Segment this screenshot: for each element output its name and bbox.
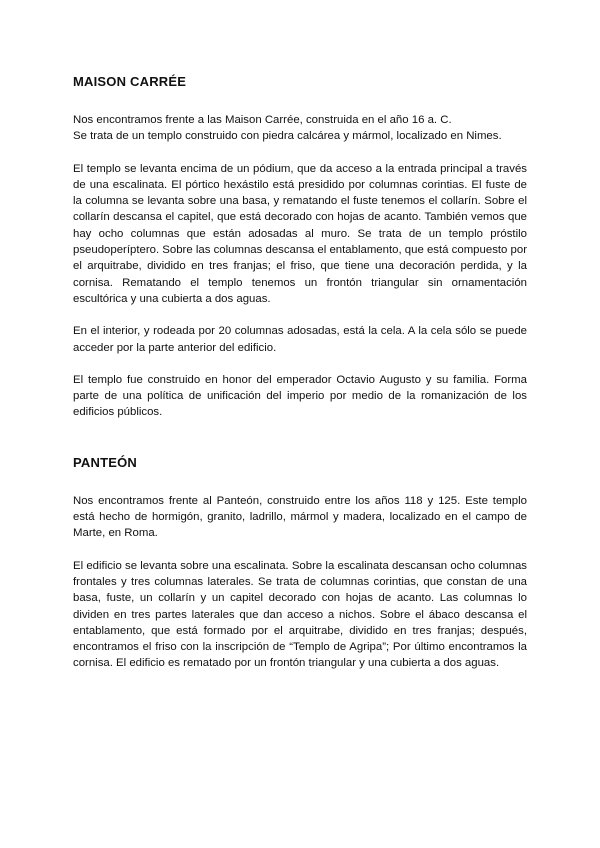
paragraph-context-maison-carree: El templo fue construido en honor del emperador Octavio Augusto y su familia. Forma parte de una política de unificación del imperio por medio de la romanización de los edificios públicos.	[73, 373, 527, 419]
paragraph-interior-maison-carree: En el interior, y rodeada por 20 columnas adosadas, está la cela. A la cela sólo se puede acceder por la parte anterior del edificio.	[73, 325, 527, 354]
paragraph-intro-maison-carree	[73, 112, 527, 145]
paragraph-line: Se trata de un templo construido con piedra calcárea y mármol, localizado en Nimes.	[73, 130, 502, 143]
paragraph-intro-panteon: Nos encontramos frente al Panteón, construido entre los años 118 y 125. Este templo está hecho de hormigón, granito, ladrillo, mármol y madera, localizado en el campo de Marte, en Roma.	[73, 494, 527, 540]
paragraph-description-panteon: El edificio se levanta sobre una escalinata. Sobre la escalinata descansan ocho columnas frontales y tres columnas laterales. Se trata de columnas corintias, que constan de una basa, fuste, un collarín y un capitel decorado con hojas de acanto. Las columnas lo dividen en tres partes laterales que dan acceso a nichos. Sobre el ábaco descansa el entablamento, que está formado por el arquitrabe, dividido en tres franjas; después, encontramos el friso con la inscripción de “Templo de Agripa”; Por último encontramos la cornisa. El edificio es rematado por un frontón triangular y una cubierta a dos aguas.	[73, 559, 527, 670]
paragraph-line: Nos encontramos frente a las Maison Carrée, construida en el año 16 a. C.	[73, 114, 452, 126]
section-title-panteon: PANTEÓN	[73, 454, 137, 470]
paragraph-description-maison-carree: El templo se levanta encima de un pódium, que da acceso a la entrada principal a través de una escalinata. El pórtico hexástilo está presidido por columnas corintias. El fuste de la columna se levanta sobre una basa, y rematando el fuste tenemos el collarín. Sobre el collarín descansa el capitel, que está decorado con hojas de acanto. También vemos que hay ocho columnas que están adosadas al muro. Se trata de un templo próstilo pseudoperíptero. Sobre las columnas descansa el entablamento, que está compuesto por el arquitrabe, dividido en tres franjas; el friso, que tiene una decoración perdida, y la cornisa. Rematando el templo tenemos un frontón triangular sin ornamentación escultórica y una cubierta a dos aguas.	[73, 162, 528, 305]
section-title-maison-carree: MAISON CARRÉE	[73, 74, 187, 89]
document-body	[73, 73, 527, 672]
